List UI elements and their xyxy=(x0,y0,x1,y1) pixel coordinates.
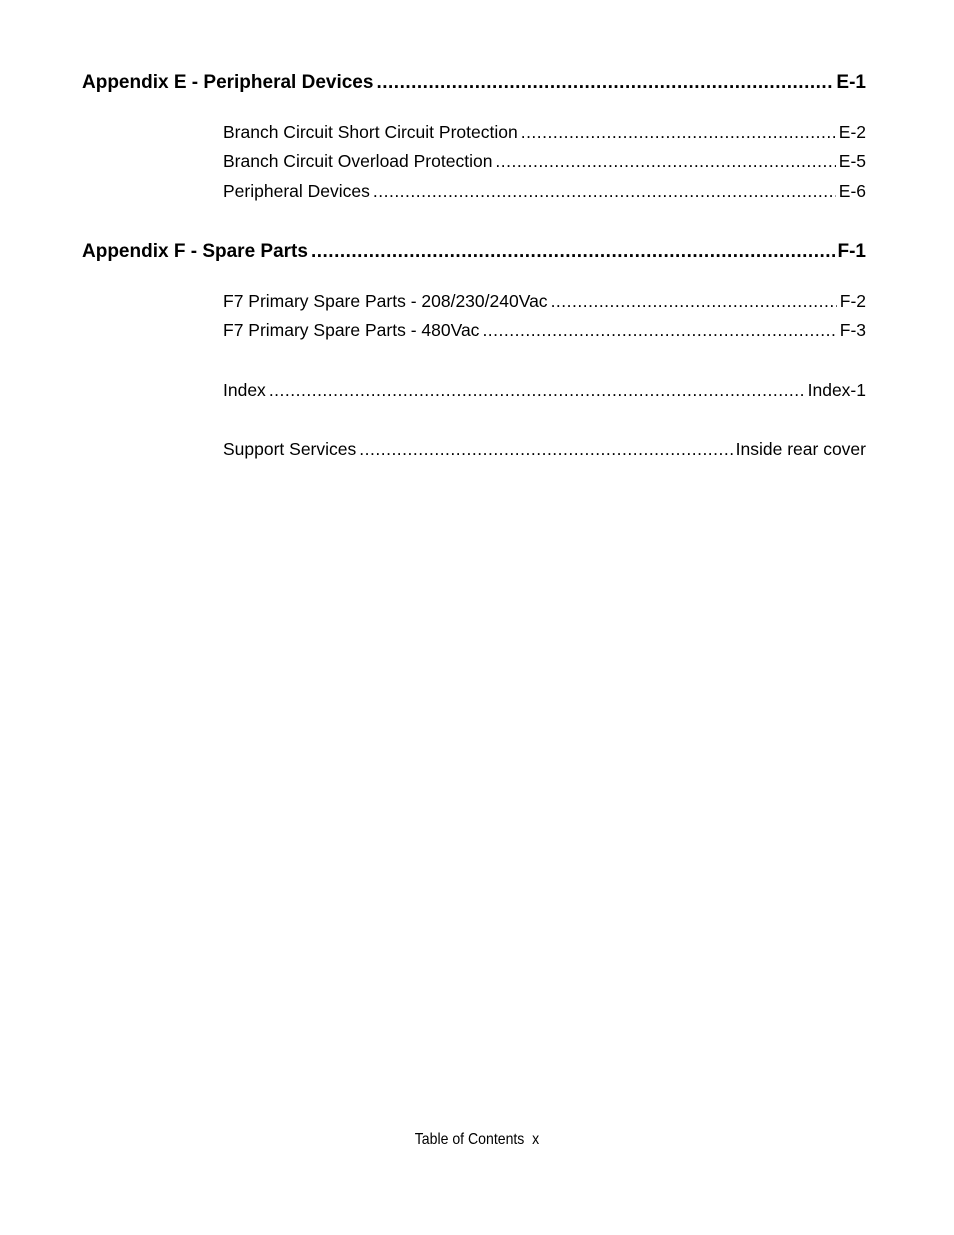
toc-entry-label: Index xyxy=(223,380,266,400)
toc-entry-page: F-3 xyxy=(839,320,866,340)
toc-entry[interactable] xyxy=(223,320,866,341)
toc-heading-page: E-1 xyxy=(836,72,866,93)
toc-entry[interactable] xyxy=(223,291,866,312)
toc-heading-appendix-e[interactable] xyxy=(82,72,866,94)
toc-entry-label: Branch Circuit Overload Protection xyxy=(223,151,493,171)
dot-leader xyxy=(521,122,836,143)
toc-heading-title: Appendix F - Spare Parts xyxy=(82,241,308,262)
dot-leader xyxy=(359,439,732,460)
toc-entry[interactable] xyxy=(223,122,866,143)
toc-entry-page: E-2 xyxy=(838,122,866,142)
dot-leader xyxy=(376,72,833,94)
dot-leader xyxy=(269,380,805,401)
toc-entry-page: E-6 xyxy=(838,181,866,201)
toc-entry-label: Support Services xyxy=(223,439,357,459)
toc-entry[interactable] xyxy=(223,151,866,172)
toc-entry-page: Inside rear cover xyxy=(735,439,866,459)
toc-entry-index[interactable] xyxy=(223,380,866,401)
dot-leader xyxy=(495,151,835,172)
toc-entry-label: Peripheral Devices xyxy=(223,181,370,201)
page-footer: Table of Contents x xyxy=(414,1131,540,1148)
dot-leader xyxy=(311,241,835,263)
toc-entry[interactable] xyxy=(223,181,866,202)
toc-heading-appendix-f[interactable] xyxy=(82,241,866,263)
toc-entry-page: E-5 xyxy=(838,151,866,171)
dot-leader xyxy=(551,291,837,312)
toc-heading-page: F-1 xyxy=(837,241,866,262)
toc-entry-label: F7 Primary Spare Parts - 208/230/240Vac xyxy=(223,291,548,311)
toc-heading-title: Appendix E - Peripheral Devices xyxy=(82,72,374,93)
toc-entry-page: F-2 xyxy=(839,291,866,311)
dot-leader xyxy=(482,320,836,341)
dot-leader xyxy=(373,181,836,202)
toc-entry-label: F7 Primary Spare Parts - 480Vac xyxy=(223,320,480,340)
toc-entry-page: Index-1 xyxy=(807,380,866,400)
toc-entry-label: Branch Circuit Short Circuit Protection xyxy=(223,122,518,142)
toc-entry-support-services[interactable] xyxy=(223,439,866,460)
